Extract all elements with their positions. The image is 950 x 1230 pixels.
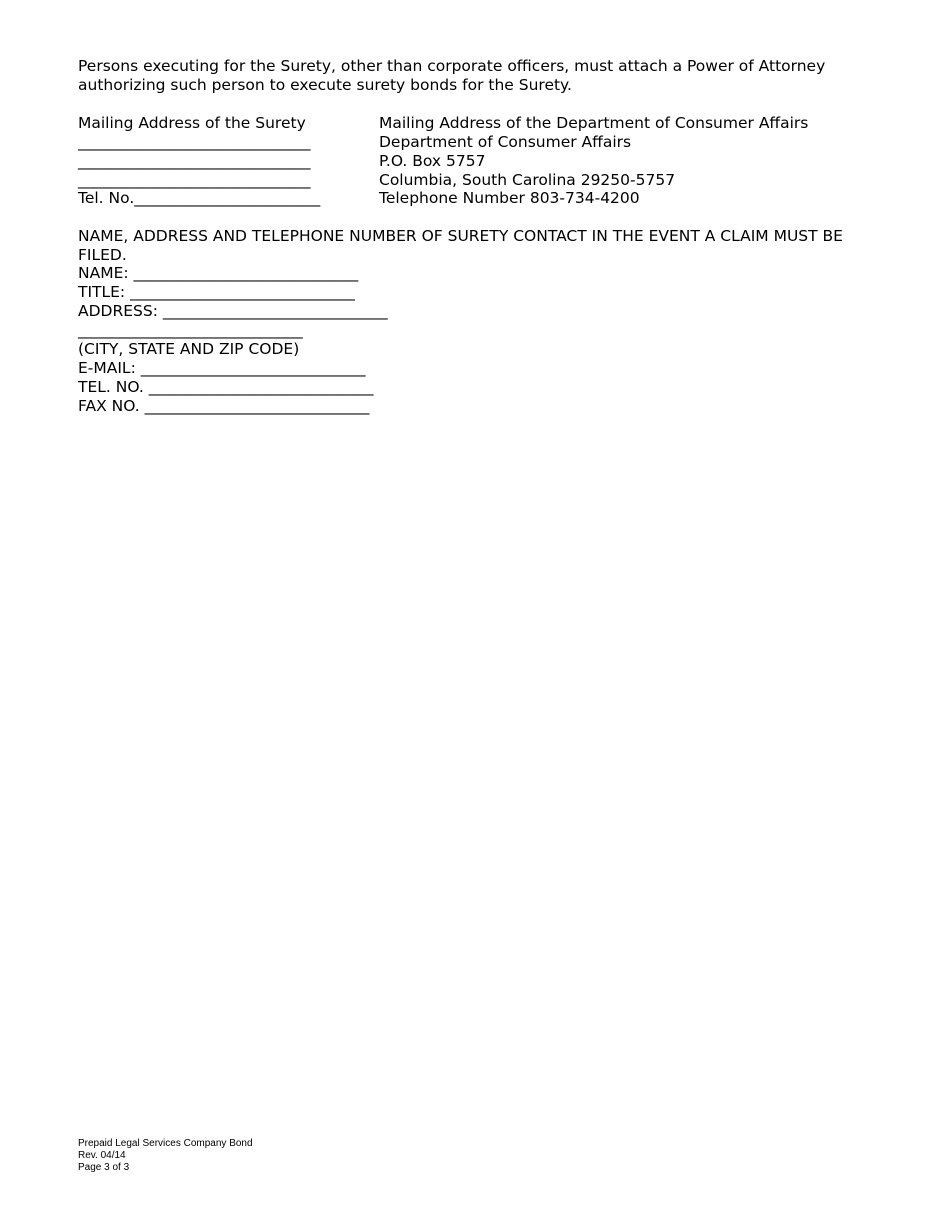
footer-revision: Rev. 04/14 [78,1150,126,1161]
surety-address-blank-1: ______________________________ [78,133,311,151]
intro-line-1: Persons executing for the Surety, other than corporate officers, must attach a Power of Attorney [78,57,826,75]
contact-heading-line-2: FILED. [78,246,127,264]
footer-form-name: Prepaid Legal Services Company Bond [78,1138,253,1149]
contact-email-field: E-MAIL: _____________________________ [78,359,366,377]
contact-tel-field: TEL. NO. _____________________________ [78,378,374,396]
dept-city-state-zip: Columbia, South Carolina 29250-5757 [379,171,676,189]
contact-fax-field: FAX NO. _____________________________ [78,397,370,415]
dept-po-box: P.O. Box 5757 [379,152,486,170]
contact-address-blank: _____________________________ [78,321,303,339]
contact-heading-line-1: NAME, ADDRESS AND TELEPHONE NUMBER OF SURETY CONTACT IN THE EVENT A CLAIM MUST BE [78,227,843,245]
contact-title-field: TITLE: _____________________________ [78,283,355,301]
contact-city-state-zip-label: (CITY, STATE AND ZIP CODE) [78,340,300,358]
surety-address-blank-2: ______________________________ [78,152,311,170]
surety-address-heading: Mailing Address of the Surety [78,114,306,132]
intro-line-2: authorizing such person to execute surety bonds for the Surety. [78,76,572,94]
contact-name-field: NAME: _____________________________ [78,264,359,282]
surety-address-blank-3: ______________________________ [78,171,311,189]
footer-page-number: Page 3 of 3 [78,1162,130,1173]
dept-name: Department of Consumer Affairs [379,133,632,151]
dept-telephone: Telephone Number 803-734-4200 [379,189,640,207]
surety-tel-line: Tel. No.________________________ [78,189,321,207]
contact-address-field: ADDRESS: _____________________________ [78,302,388,320]
dept-address-heading: Mailing Address of the Department of Consumer Affairs [379,114,809,132]
